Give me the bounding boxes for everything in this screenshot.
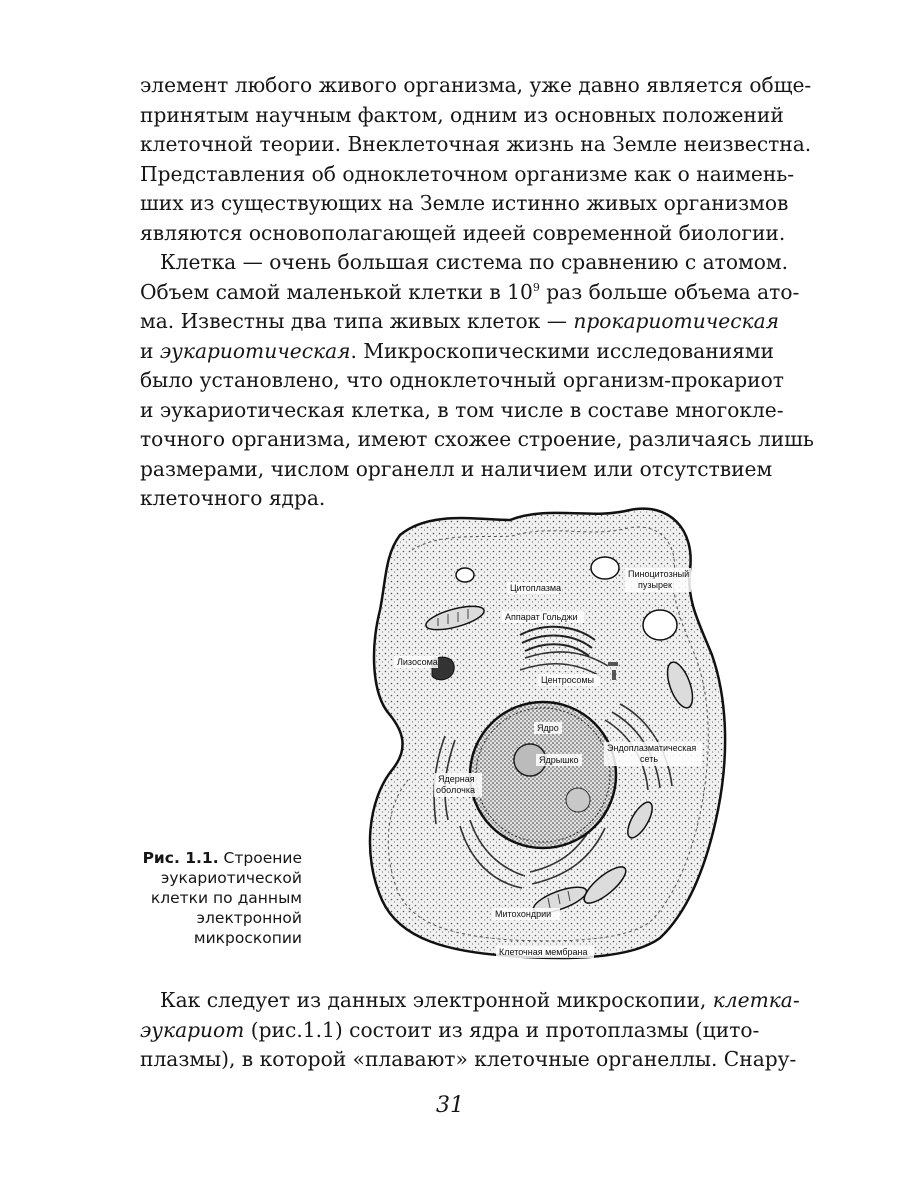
text-line: являются основополагающей идеей современной биологии.: [140, 220, 786, 245]
label-nucleolus: Ядрышко: [539, 755, 579, 765]
caption-text: Строение эукариотической клетки по данным электронной микроскопии: [150, 849, 302, 947]
caption-number: Рис. 1.1.: [142, 849, 219, 867]
label-envelope-2: оболочка: [436, 785, 475, 795]
label-envelope-1: Ядерная: [438, 774, 475, 784]
text-line: клеточного ядра.: [140, 486, 326, 510]
label-cytoplasm: Цитоплазма: [510, 583, 562, 593]
cell-illustration: [360, 490, 735, 970]
text-line: элемент любого живого организма, уже давно является обще-: [140, 73, 812, 97]
label-pinocytic-1: Пиноцитозный: [628, 569, 690, 579]
label-lysosome: Лизосома: [397, 657, 438, 667]
text-line: ших из существующих на Земле истинно живых организмов: [140, 191, 789, 215]
label-centrosomes: Центросомы: [541, 675, 595, 685]
figure-caption: [128, 848, 302, 948]
text-line: размерами, числом органелл и наличием или отсутствием: [140, 456, 773, 481]
text-line: ма. Известны два типа живых клеток — прокариотическая: [140, 309, 779, 333]
text-line: принятым научным фактом, одним из основных положений: [140, 102, 784, 127]
text-line: Объем самой маленькой клетки в $10^9$ раз больше объема ато-: [140, 279, 800, 304]
label-er-1: Эндоплазматическая: [607, 743, 697, 753]
text-line: и эукариотическая. Микроскопическими исследованиями: [140, 338, 774, 363]
label-er-2: сеть: [640, 754, 659, 764]
exponent: 9: [532, 280, 540, 294]
term-prokaryotic: прокариотическая: [573, 309, 779, 333]
text-line: точного организма, имеют схожее строение, различаясь лишь: [140, 427, 814, 451]
cell-diagram: [360, 490, 735, 970]
text-line: плазмы), в которой «плавают» клеточные органеллы. Снару-: [140, 1047, 797, 1071]
label-nucleus: Ядро: [537, 723, 559, 733]
text-line: Как следует из данных электронной микроскопии, клетка-: [160, 988, 800, 1012]
term-eukaryote: клетка-: [712, 988, 800, 1012]
text-line: эукариот (рис.1.1) состоит из ядра и протоплазмы (цито-: [140, 1017, 760, 1042]
text-line: Представления об одноклеточном организме как о наимень-: [140, 161, 795, 186]
label-pinocytic-2: пузырек: [638, 580, 672, 590]
body-text-bottom: [140, 986, 800, 1075]
page-number: 31: [436, 1093, 464, 1118]
label-membrane: Клеточная мембрана: [499, 947, 588, 957]
text-line: клеточной теории. Внеклеточная жизнь на Земле неизвестна.: [140, 132, 812, 156]
body-text-top: [140, 71, 814, 514]
term-eukaryotic: эукариотическая: [159, 338, 351, 363]
text-line: и эукариотическая клетка, в том числе в составе многокле-: [140, 397, 784, 422]
pinocytic-vesicle: [591, 557, 619, 579]
text-line: Клетка — очень большая система по сравнению с атомом.: [160, 250, 788, 274]
text-line: было установлено, что одноклеточный организм-прокариот: [140, 368, 784, 392]
label-golgi: Аппарат Гольджи: [505, 612, 578, 622]
label-mitochondria: Митохондрии: [495, 909, 552, 919]
